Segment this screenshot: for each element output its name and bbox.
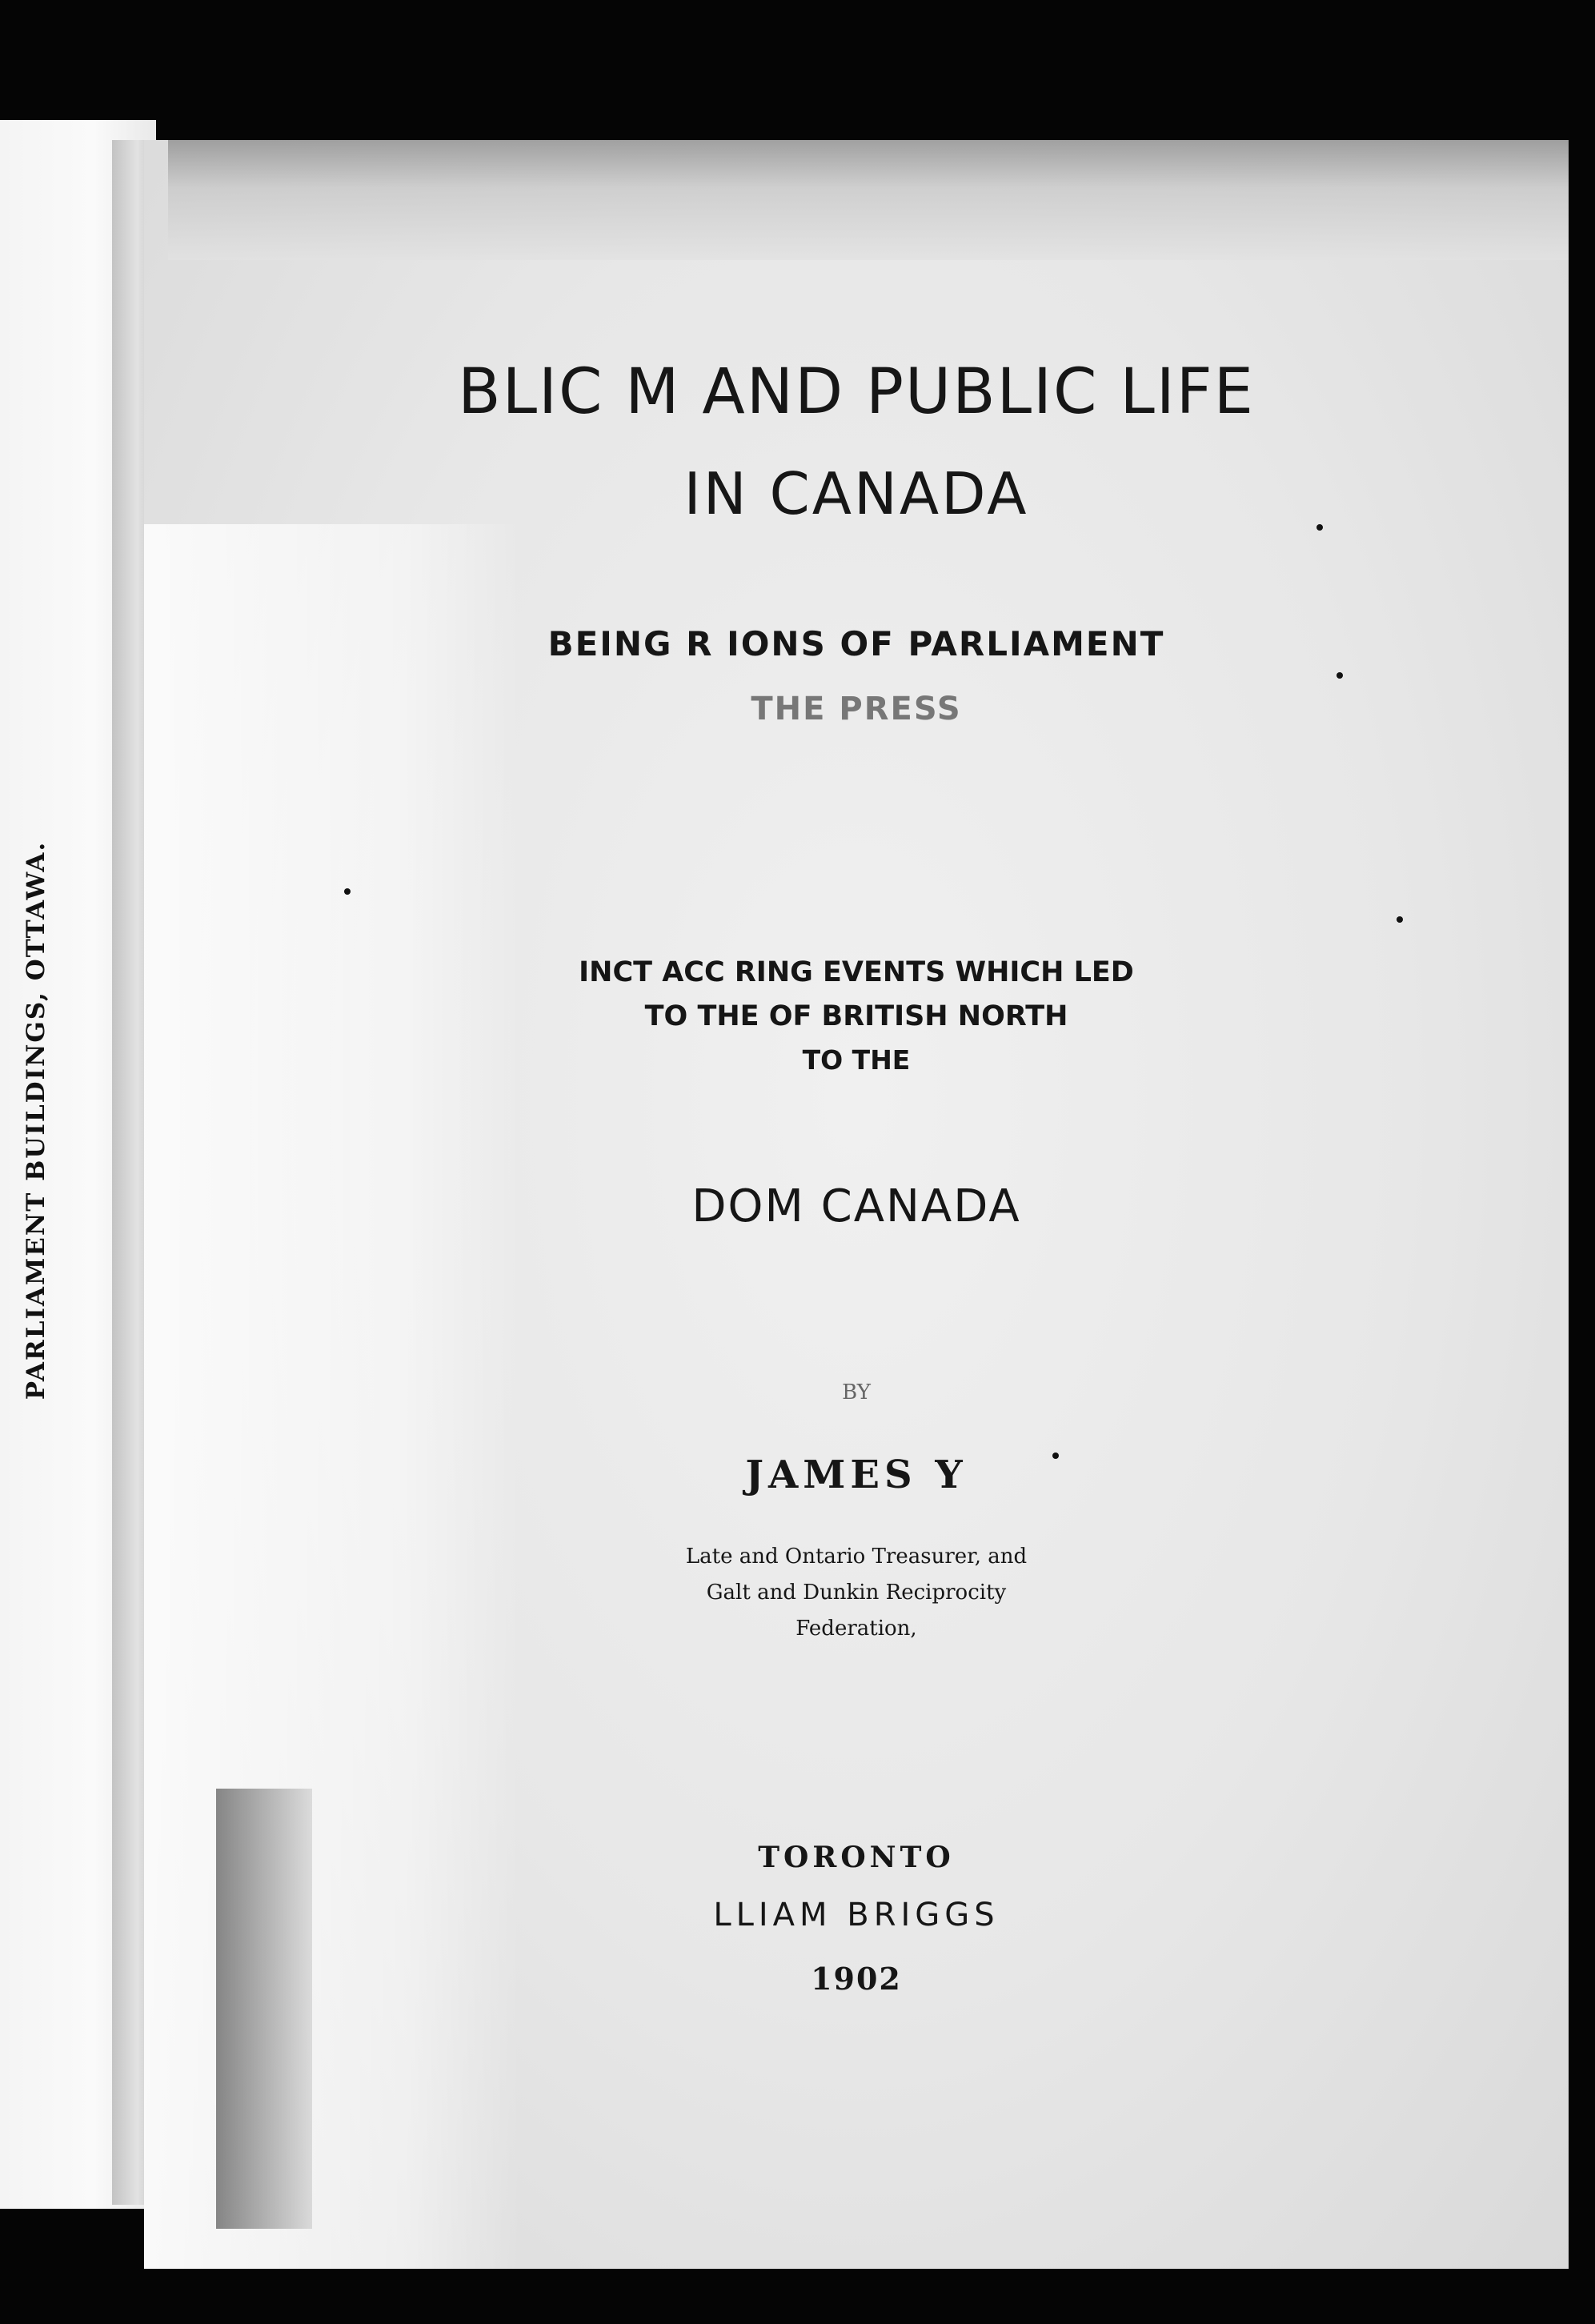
page-fold-shadow (168, 140, 1569, 260)
description-line-3: TO THE (802, 1044, 911, 1076)
title-line-2: IN CANADA (683, 460, 1029, 527)
description-line-1: INCT ACC RING EVENTS WHICH LED (579, 956, 1134, 988)
author-bio-line-2: Galt and Dunkin Reciprocity (706, 1581, 1007, 1605)
title-page (144, 140, 1569, 2269)
scan-speck (1316, 524, 1323, 531)
scan-speck (1397, 916, 1403, 923)
scan-speck (1052, 1452, 1059, 1459)
publication-year: 1902 (811, 1961, 902, 1997)
author-bio-line-1: Late and Ontario Treasurer, and (685, 1545, 1028, 1569)
by-line: BY (842, 1380, 871, 1404)
scan-speck (344, 888, 351, 895)
subtitle-line-1: BEING R IONS OF PARLIAMENT (547, 624, 1165, 663)
publisher-name: LLIAM BRIGGS (713, 1897, 1000, 1933)
author-bio-line-3: Federation, (795, 1617, 917, 1641)
description-line-2: TO THE OF BRITISH NORTH (644, 1000, 1068, 1032)
frontispiece-caption-area (0, 840, 72, 1400)
subtitle-line-2: THE PRESS (751, 691, 962, 727)
frontispiece-caption: PARLIAMENT BUILDINGS, OTTAWA. (22, 840, 50, 1400)
title-line-1: BLIC M AND PUBLIC LIFE (458, 356, 1255, 428)
page-edge-shadow (216, 1789, 312, 2229)
author-name: JAMES Y (745, 1452, 968, 1497)
dominion-heading: DOM CANADA (691, 1180, 1021, 1232)
scan-speck (1337, 672, 1343, 679)
publisher-city: TORONTO (758, 1841, 955, 1874)
